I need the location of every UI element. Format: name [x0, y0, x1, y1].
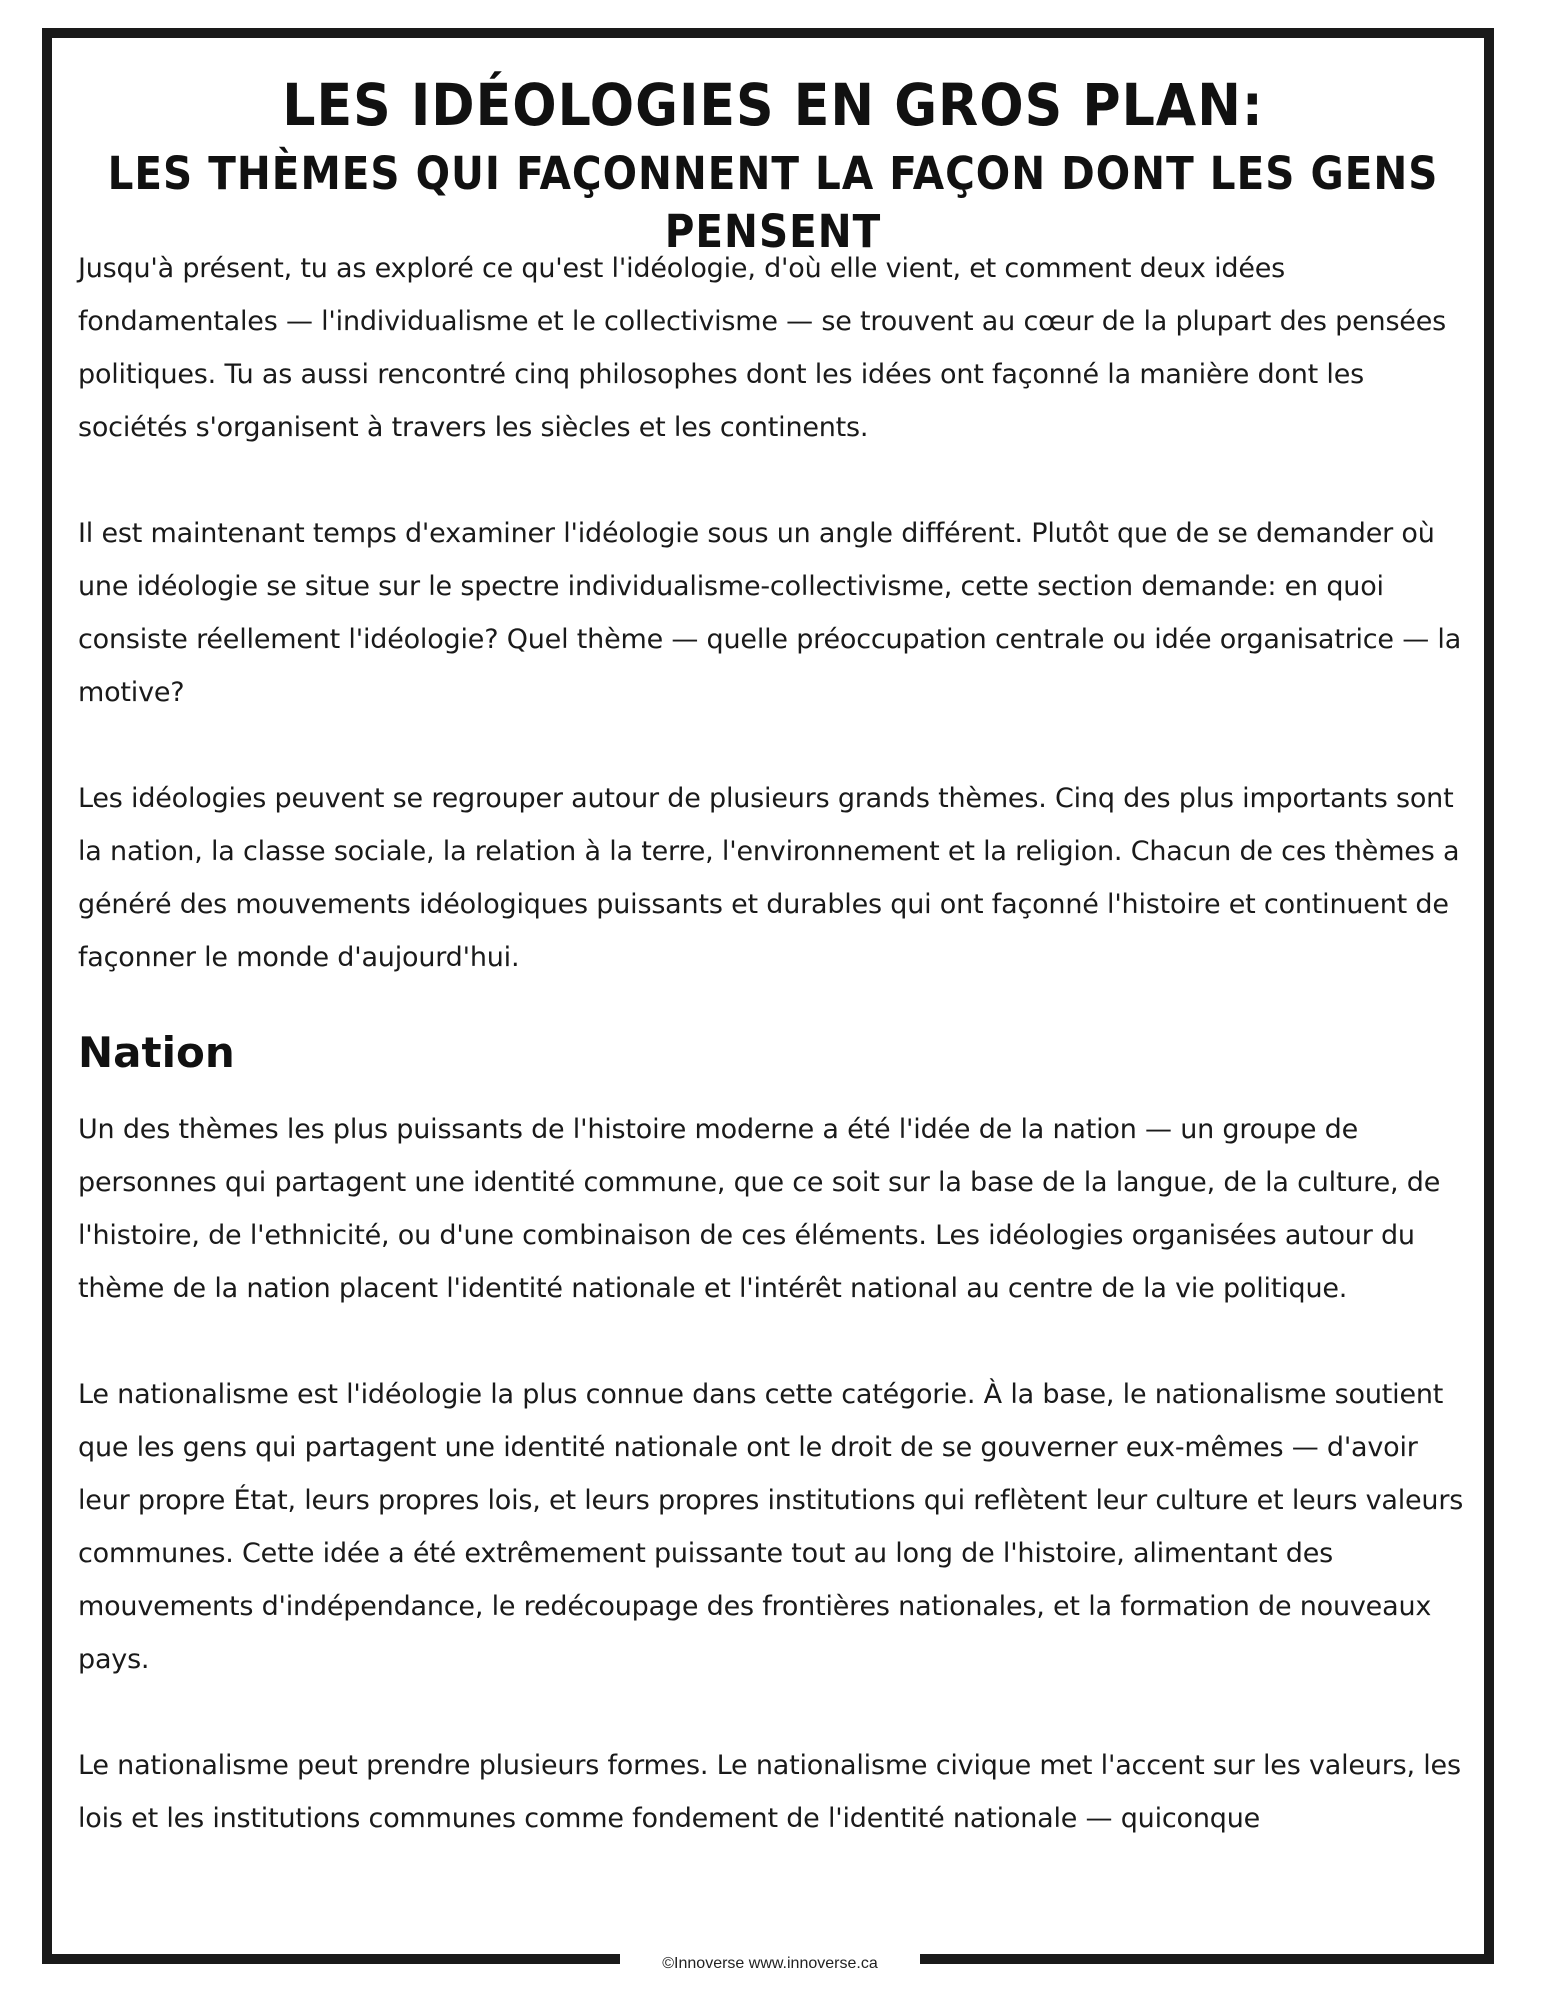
- footer-copyright: ©Innoverse www.innoverse.ca: [620, 1950, 920, 1978]
- nation-paragraph-1: Un des thèmes les plus puissants de l'histoire moderne a été l'idée de la nation — un groupe de personnes qui partagent une identité commune, que ce soit sur la base de la langue, de la culture, de l'histoire, de l'ethnicité, ou d'une combinaison de ces éléments. Les idéologies organisées autour du thème de la nation placent l'identité nationale et l'intérêt national au centre de la vie politique.: [78, 1114, 1441, 1304]
- main-content: [78, 242, 1470, 1898]
- page-title: LES IDÉOLOGIES EN GROS PLAN:: [282, 71, 1264, 139]
- section-heading-nation: Nation: [78, 1028, 235, 1077]
- nation-paragraph-2: Le nationalisme est l'idéologie la plus connue dans cette catégorie. À la base, le nationalisme soutient que les gens qui partagent une identité nationale ont le droit de se gouverner eux-mêmes — d'avoir leur propre État, leurs propres lois, et leurs propres institutions qui reflètent leur culture et leurs valeurs communes. Cette idée a été extrêmement puissante tout au long de l'histoire, alimentant des mouvements d'indépendance, le redécoupage des frontières nationales, et la formation de nouveaux pays.: [78, 1379, 1464, 1675]
- intro-paragraph-3: Les idéologies peuvent se regrouper autour de plusieurs grands thèmes. Cinq des plus importants sont la nation, la classe sociale, la relation à la terre, l'environnement et la religion. Chacun de ces thèmes a généré des mouvements idéologiques puissants et durables qui ont façonné l'histoire et continuent de façonner le monde d'aujourd'hui.: [78, 783, 1460, 973]
- intro-paragraph-2: Il est maintenant temps d'examiner l'idéologie sous un angle différent. Plutôt que de se demander où une idéologie se situe sur le spectre individualisme-collectivisme, cette section demande: en quoi consiste réellement l'idéologie? Quel thème — quelle préoccupation centrale ou idée organisatrice — la motive?: [78, 518, 1462, 708]
- intro-paragraph-1: Jusqu'à présent, tu as exploré ce qu'est l'idéologie, d'où elle vient, et comment deux idées fondamentales — l'individualisme et le collectivisme — se trouvent au cœur de la plupart des pensées politiques. Tu as aussi rencontré cinq philosophes dont les idées ont façonné la manière dont les sociétés s'organisent à travers les siècles et les continents.: [78, 253, 1446, 443]
- page-subtitle: LES THÈMES QUI FAÇONNENT LA FAÇON DONT LES GENS PENSENT: [107, 147, 1439, 258]
- nation-paragraph-3: Le nationalisme peut prendre plusieurs formes. Le nationalisme civique met l'accent sur les valeurs, les lois et les institutions communes comme fondement de l'identité nationale — quiconque: [78, 1750, 1461, 1834]
